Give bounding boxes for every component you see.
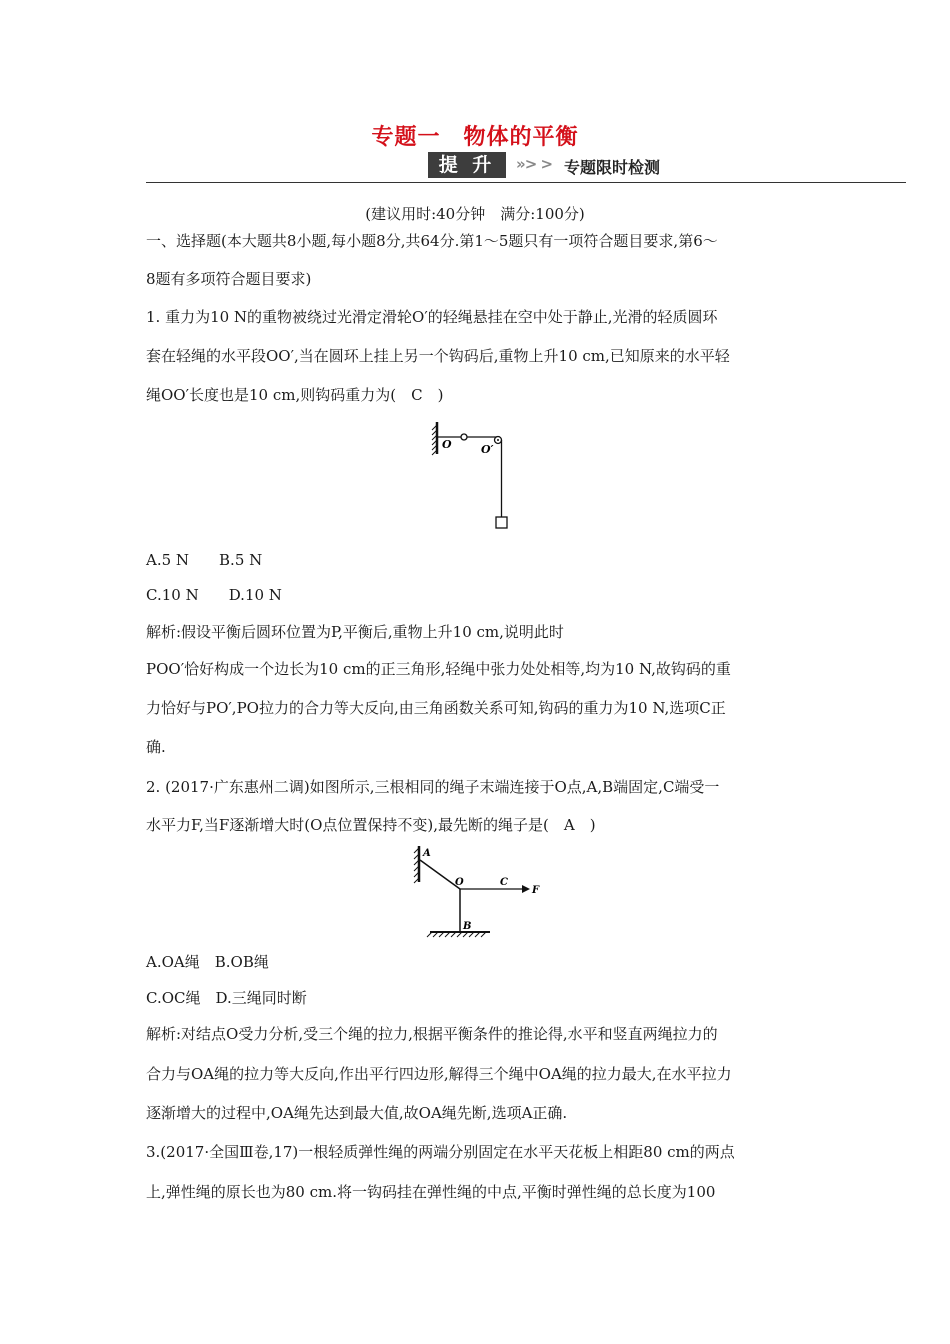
- option-line: C.OC绳 D.三绳同时断: [146, 989, 307, 1007]
- banner-tag: 提 升: [428, 152, 506, 178]
- section-heading-line: 一、选择题(本大题共8小题,每小题8分,共64分.第1～5题只有一项符合题目要求,第6～: [146, 232, 718, 250]
- option-line: A.OA绳 B.OB绳: [146, 953, 269, 971]
- question-text: 绳OO′长度也是10 cm,则钩码重力为( C ): [146, 386, 444, 404]
- banner-divider: [146, 182, 906, 183]
- label-c: C: [500, 877, 508, 888]
- analysis-text: 解析:对结点O受力分析,受三个绳的拉力,根据平衡条件的推论得,水平和竖直两绳拉力的: [146, 1025, 718, 1043]
- section-banner: [146, 150, 906, 184]
- analysis-text: 合力与OA绳的拉力等大反向,作出平行四边形,解得三个绳中OA绳的拉力最大,在水平拉力: [146, 1065, 732, 1083]
- time-note: (建议用时:40分钟 满分:100分): [365, 205, 585, 223]
- option-line: A.5 N B.5 N: [146, 551, 263, 569]
- analysis-text: 力恰好与PO′,PO拉力的合力等大反向,由三角函数关系可知,钩码的重力为10 N,选项C正: [146, 699, 726, 717]
- question-text: 1. 重力为10 N的重物被绕过光滑定滑轮O′的轻绳悬挂在空中处于静止,光滑的轻质圆环: [146, 308, 718, 326]
- pulley-figure: [428, 420, 518, 532]
- question-text: 水平力F,当F逐渐增大时(O点位置保持不变),最先断的绳子是( A ): [146, 816, 596, 834]
- double-chevron-icon: »> >: [516, 155, 553, 173]
- label-o-prime: O′: [481, 443, 494, 456]
- label-a: A: [423, 848, 431, 859]
- question-text: 上,弹性绳的原长也为80 cm.将一钩码挂在弹性绳的中点,平衡时弹性绳的总长度为100: [146, 1183, 716, 1201]
- question-text: 套在轻绳的水平段OO′,当在圆环上挂上另一个钩码后,重物上升10 cm,已知原来的水平轻: [146, 347, 730, 365]
- section-heading-line: 8题有多项符合题目要求): [146, 270, 312, 288]
- question-text: 3.(2017·全国Ⅲ卷,17)一根轻质弹性绳的两端分别固定在水平天花板上相距80 cm的两点: [146, 1143, 735, 1161]
- option-line: C.10 N D.10 N: [146, 586, 282, 604]
- label-f: F: [532, 885, 540, 896]
- analysis-text: 逐渐增大的过程中,OA绳先达到最大值,故OA绳先断,选项A正确.: [146, 1104, 568, 1122]
- three-rope-figure: [412, 842, 542, 942]
- analysis-text: 解析:假设平衡后圆环位置为P,平衡后,重物上升10 cm,说明此时: [146, 623, 564, 641]
- label-b: B: [463, 921, 472, 932]
- analysis-text: 确.: [146, 738, 166, 756]
- analysis-text: POO′恰好构成一个边长为10 cm的正三角形,轻绳中张力处处相等,均为10 N,故钩码的重: [146, 660, 731, 678]
- label-o: O: [455, 877, 464, 888]
- page-title: 专题一 物体的平衡: [371, 125, 579, 150]
- label-o: O: [442, 438, 452, 451]
- question-text: 2. (2017·广东惠州二调)如图所示,三根相同的绳子末端连接于O点,A,B端固定,C端受一: [146, 778, 720, 796]
- banner-label: 专题限时检测: [564, 158, 661, 177]
